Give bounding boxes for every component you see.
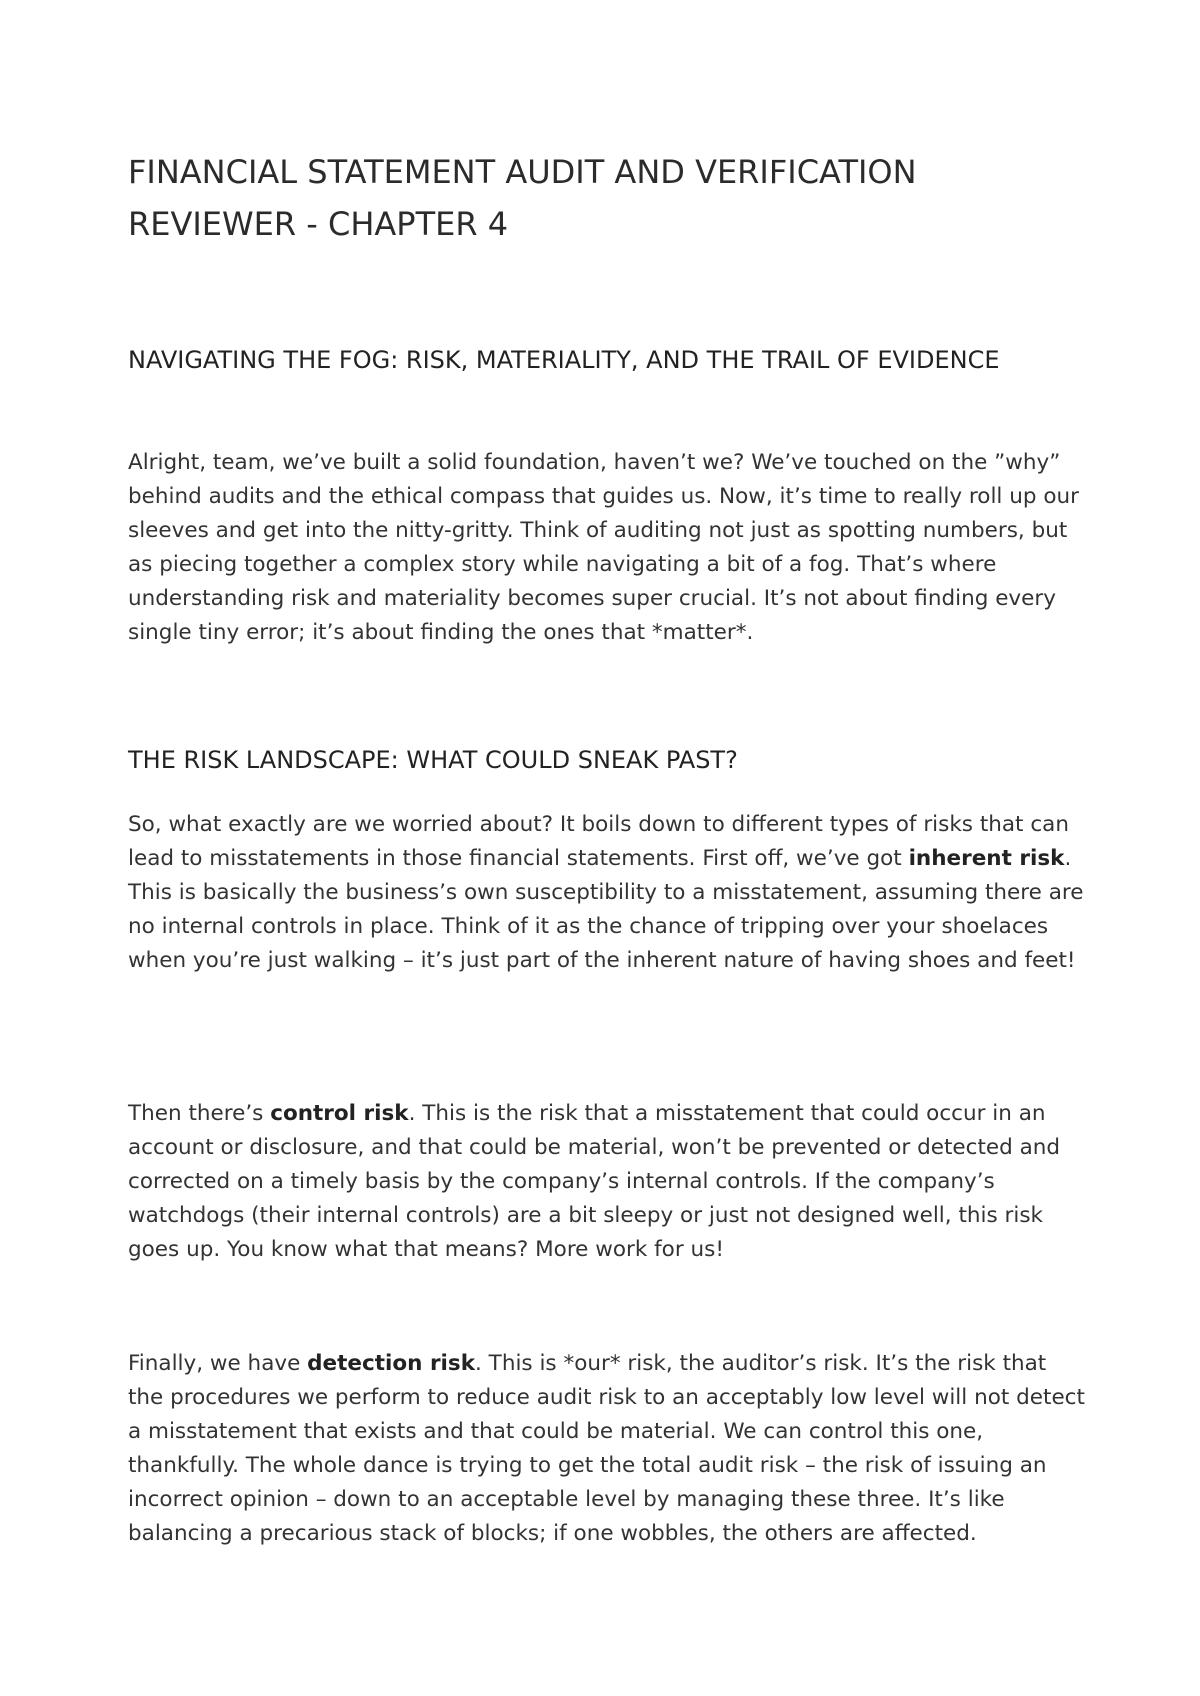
paragraph-text: Finally, we have xyxy=(128,1351,308,1376)
term-inherent-risk: inherent risk xyxy=(908,846,1065,871)
paragraph-text: . This is *our* risk, the auditor’s risk. It’s the risk that the procedures we perform to reduce audit risk to an acceptably low level will not detect a misstatement that exists and that could be material. We can control this one, thankfully. The whole dance is trying to get the total audit risk – the risk of issuing an incorrect opinion – down to an acceptable level by managing these three. It’s like balancing a precarious stack of blocks; if one wobbles, the others are affected. xyxy=(128,1351,1085,1546)
term-detection-risk: detection risk xyxy=(307,1351,476,1376)
intro-paragraph: Alright, team, we’ve built a solid foundation, haven’t we? We’ve touched on the ”why” behind audits and the ethical compass that guides us. Now, it’s time to really roll up our sleeves and get into the nitty-gritty. Think of auditing not just as spotting numbers, but as piecing together a complex story while navigating a bit of a fog. That’s where understanding risk and materiality becomes super crucial. It’s not about finding every single tiny error; it’s about finding the ones that *matter*. xyxy=(128,450,1079,645)
document-title: FINANCIAL STATEMENT AUDIT AND VERIFICATION REVIEWER - CHAPTER 4 xyxy=(128,153,917,243)
paragraph-text: So, what exactly are we worried about? It boils down to different types of risks that can lead to misstatements in those financial statements. First off, we’ve got xyxy=(128,812,1069,871)
paragraph-text: . This is basically the business’s own susceptibility to a misstatement, assuming there are no internal controls in place. Think of it as the chance of tripping over your shoelaces when you’re just walking – it’s just part of the inherent nature of having shoes and feet! xyxy=(128,846,1084,973)
control-risk-paragraph xyxy=(128,1097,1088,1267)
paragraph-text: . This is the risk that a misstatement that could occur in an account or disclosure, and that could be material, won’t be prevented or detected and corrected on a timely basis by the company’s internal controls. If the company’s watchdogs (their internal controls) are a bit sleepy or just not designed well, this risk goes up. You know what that means? More work for us! xyxy=(128,1101,1061,1262)
inherent-risk-paragraph xyxy=(128,808,1088,978)
paragraph-text: Then there’s xyxy=(128,1101,271,1126)
detection-risk-paragraph xyxy=(128,1347,1088,1551)
section-heading-navigating-the-fog: NAVIGATING THE FOG: RISK, MATERIALITY, AND THE TRAIL OF EVIDENCE xyxy=(128,346,1000,374)
section-heading-risk-landscape: THE RISK LANDSCAPE: WHAT COULD SNEAK PAST? xyxy=(128,746,738,774)
term-control-risk: control risk xyxy=(270,1101,409,1126)
